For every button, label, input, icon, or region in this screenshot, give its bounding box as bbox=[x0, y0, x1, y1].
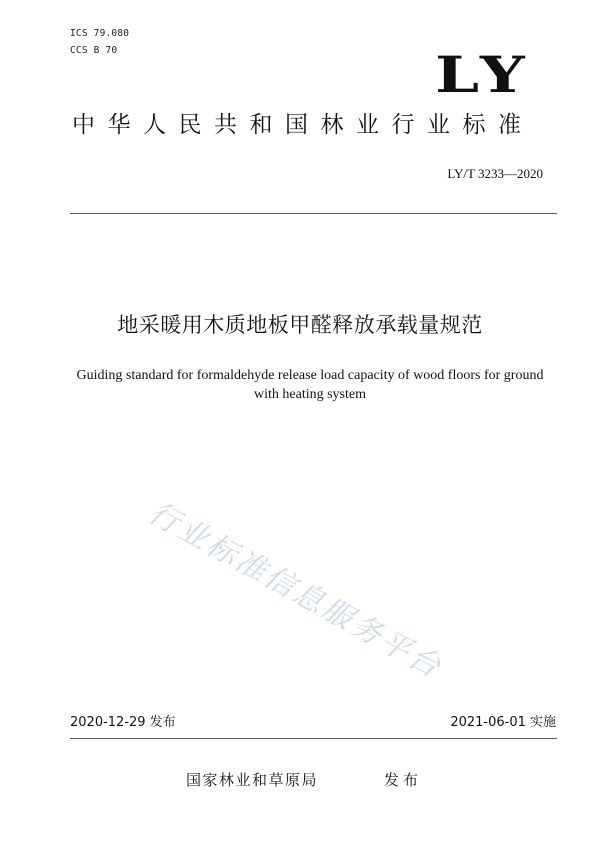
standard-number: LY/T 3233—2020 bbox=[447, 166, 543, 181]
implementation-date: 2021-06-01 实施 bbox=[450, 715, 556, 730]
watermark: 行业标准信息服务平台 bbox=[142, 495, 449, 686]
ics-code: ICS 79.080 bbox=[70, 28, 130, 39]
publisher: 国家林业和草原局 bbox=[186, 771, 319, 789]
ccs-code: CCS B 70 bbox=[70, 45, 118, 56]
title-chinese: 地采暖用木质地板甲醛释放承载量规范 bbox=[117, 313, 483, 337]
publish-label: 发布 bbox=[384, 771, 423, 789]
ly-logo: LY bbox=[435, 45, 530, 104]
title-english bbox=[60, 366, 560, 404]
title-english-line-2: with heating system bbox=[254, 387, 366, 402]
issue-date: 2020-12-29 发布 bbox=[70, 715, 176, 730]
bottom-divider bbox=[70, 738, 557, 739]
standard-name: 中华人民共和国林业行业标准 bbox=[72, 112, 534, 138]
title-english-line-1: Guiding standard for formaldehyde release load capacity of wood floors for ground bbox=[76, 368, 544, 383]
top-divider bbox=[70, 213, 557, 214]
